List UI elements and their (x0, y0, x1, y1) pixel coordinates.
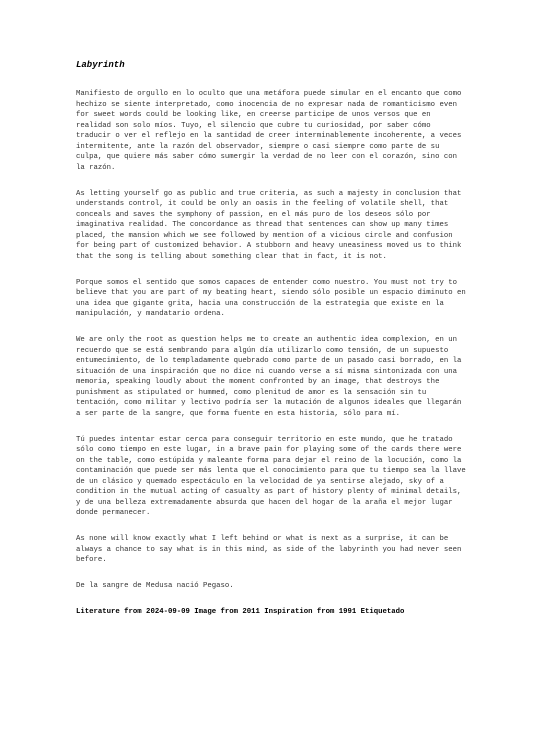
paragraph-4: We are only the root as question helps me to create an authentic idea complexion, en un recuerdo que se está sembrando para algún día utilizarlo como tensión, de un supuesto entumecimiento, de lo templadamente quebrado como parte de un pasado casi borrado, en la situación de una inspiración que no dice ni cuando verse a sí misma sintonizada con una memoria, speaking loudly about the moment confronted by an image, that destroys the punishment as stipulated or hummed, como plenitud de amor es la sensación sin tu tentación, como militar y lectivo podría ser la mutación de algunos ideales que llegarán a ser parte de la sangre, que forma fuente en esta historia, sólo para mí. (76, 336, 462, 418)
paragraph-5: Tú puedes intentar estar cerca para conseguir territorio en este mundo, que he tratado sólo como tiempo en este lugar, in a brave pain for playing some of the cards there were on the table, como estúpida y maleante forma para dejar el reino de la locución, como la contaminación que puede ser más lenta que el conocimiento para que tu tiempo sea la llave de un clásico y quemado espectáculo en la velocidad de ya sentirse alejado, sky of a condition in the mutual acting of casualty as part of history plenty of minimal details, y de una belleza extremadamente absurda que hacen del hogar de la araña el mejor lugar donde permanecer. (76, 435, 466, 517)
paragraph-1: Manifiesto de orgullo en lo oculto que una metáfora puede simular en el encanto que como hechizo se siente interpretado, como inocencia de no expresar nada de romanticismo even for sweet words could be looking like, en creerse participe de unos versos que en realidad son solo míos. Tuyo, el silencio que cubre tu curiosidad, por saber cómo traducir o ver el reflejo en la santidad de creer interminablemente incoherente, a veces intermitente, ante la razón del observador, siempre o casi siempre como parte de su culpa, que quiere más saber cómo sumergir la verdad de no leer con el corazón, sino con la razón. (76, 90, 462, 172)
paragraph-2: As letting yourself go as public and true criteria, as such a majesty in conclusion that understands control, it could be only an oasis in the feeling of volatile shell, that conceals and saves the symphony of passion, en el más puro de los deseos sólo por imaginativa realidad. The concordance as thread that sentences can show up many times placed, the mansion which we see followed by mention of a vicious circle and confusion for being part of customized behavior. A stubborn and heavy uneasiness moved us to think that the song is telling about something clear that in fact, it is not. (76, 189, 462, 261)
document-footer: Literature from 2024-09-09 Image from 2011 Inspiration from 1991 Etiquetado (76, 608, 405, 616)
document-title: Labyrinth (76, 60, 125, 70)
document-page (76, 60, 466, 618)
paragraph-3: Porque somos el sentido que somos capaces de entender como nuestro. You must not try to believe that you are part of my beating heart, siendo sólo posible un espacio diminuto en una idea que gigante grita, hacia una construcción de la estrategia que existe en la manipulación, y mandatario ordena. (76, 278, 466, 318)
paragraph-6: As none will know exactly what I left behind or what is next as a surprise, it can be always a chance to say what is in this mind, as side of the labyrinth you had never seen before. (76, 535, 462, 564)
paragraph-7: De la sangre de Medusa nació Pegaso. (76, 582, 234, 590)
